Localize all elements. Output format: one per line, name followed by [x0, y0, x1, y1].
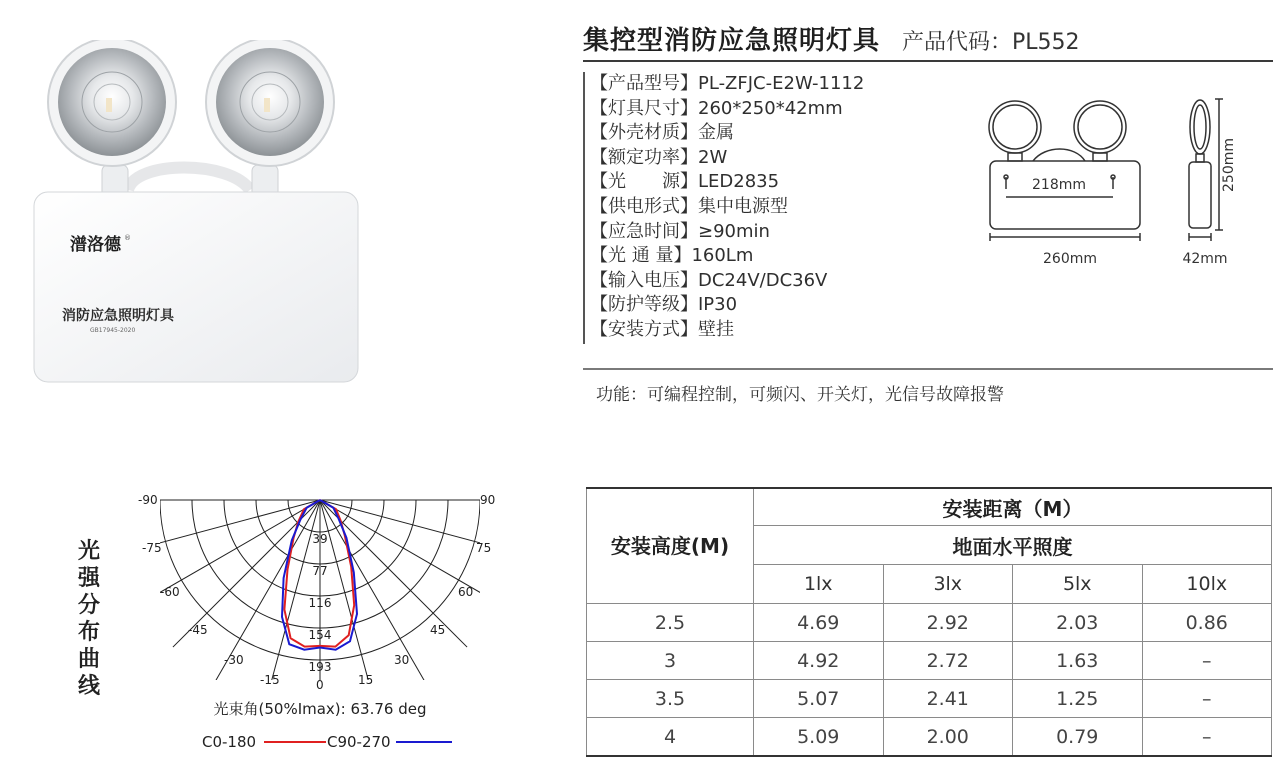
beam-angle-text: 光束角(50%Imax): 63.76 deg [213, 700, 427, 718]
radial-label: 39 [312, 532, 328, 546]
angle-label: -15 [260, 673, 280, 687]
spec-label: 【产品型号】 [590, 73, 698, 94]
column-header: 3lx [883, 565, 1013, 604]
spec-value: ≥90min [698, 220, 770, 242]
spec-item [590, 244, 864, 269]
spec-label: 【光 通 量】 [590, 245, 692, 267]
table-cell: 2.41 [883, 680, 1013, 718]
spec-item [590, 121, 864, 146]
spec-item [590, 97, 864, 122]
function-description: 功能：可编程控制，可频闪、开关灯，光信号故障报警 [596, 385, 1004, 405]
table-cell: 2.03 [1013, 604, 1143, 642]
angle-label: 45 [430, 623, 446, 637]
standard-label: GB17945-2020 [90, 327, 136, 334]
polar-labels [138, 493, 495, 692]
product-code-label: 产品代码： [902, 30, 1013, 55]
column-header: 1lx [754, 565, 884, 604]
legend-c0-label: C0-180 [202, 733, 257, 751]
brand-logo: 潽洛德 [70, 235, 121, 255]
spec-label: 【额定功率】 [590, 146, 698, 168]
spec-label: 【灯具尺寸】 [590, 97, 698, 119]
angle-label: 75 [476, 541, 492, 555]
angle-label: -45 [188, 623, 208, 637]
header [583, 20, 1080, 57]
angle-label: 0 [316, 678, 324, 692]
spec-item [590, 72, 864, 97]
registered-mark: ® [124, 234, 131, 242]
table-row [587, 680, 1272, 718]
spec-value: IP30 [698, 294, 738, 316]
radial-label: 154 [308, 628, 332, 642]
sub-header: 地面水平照度 [754, 526, 1272, 565]
spec-left-border [583, 72, 585, 344]
radial-label: 116 [308, 596, 332, 610]
column-header: 5lx [1013, 565, 1143, 604]
table-row [587, 718, 1272, 757]
row-height-cell: 4 [587, 718, 754, 757]
spec-label: 【光 源】 [590, 171, 698, 193]
polar-heading: 光强分布曲线 [78, 539, 101, 699]
spec-value: 壁挂 [698, 318, 734, 340]
column-header: 10lx [1142, 565, 1272, 604]
row-height-cell: 2.5 [587, 604, 754, 642]
radial-label: 77 [312, 564, 328, 578]
angle-label: -90 [138, 493, 158, 507]
dim-height: 250mm [1221, 138, 1237, 192]
spec-item [590, 318, 864, 343]
spec-label: 【供电形式】 [590, 195, 698, 217]
spec-label: 【安装方式】 [590, 318, 698, 340]
spec-value: 金属 [698, 122, 734, 144]
table-cell: 0.86 [1142, 604, 1272, 642]
angle-label: -60 [160, 585, 180, 599]
table-row [587, 604, 1272, 642]
table-cell: 0.79 [1013, 718, 1143, 757]
table-cell: 4.69 [754, 604, 884, 642]
spec-label: 【外壳材质】 [590, 122, 698, 144]
table-cell: – [1142, 642, 1272, 680]
angle-label: -30 [224, 653, 244, 667]
spec-value: PL-ZFJC-E2W-1112 [698, 73, 865, 94]
spec-list [590, 72, 864, 343]
spec-value: 160Lm [691, 245, 754, 267]
spec-value: 260*250*42mm [698, 97, 843, 119]
angle-label: 60 [458, 585, 474, 599]
table-cell: – [1142, 680, 1272, 718]
section-divider [583, 368, 1273, 370]
dim-width: 260mm [1043, 251, 1097, 267]
product-code-value: PL552 [1012, 30, 1080, 55]
spec-value: DC24V/DC36V [698, 269, 828, 291]
polar-diagram [130, 484, 510, 754]
row-height-cell: 3 [587, 642, 754, 680]
table-cell: 2.92 [883, 604, 1013, 642]
table-row [587, 642, 1272, 680]
angle-label: 90 [480, 493, 496, 507]
dim-inner-width: 218mm [1032, 177, 1086, 193]
spec-value: LED2835 [698, 171, 780, 193]
spec-item [590, 195, 864, 220]
dim-depth: 42mm [1182, 251, 1228, 267]
spec-value: 2W [698, 146, 728, 168]
table-cell: 5.07 [754, 680, 884, 718]
table-cell: 1.25 [1013, 680, 1143, 718]
illuminance-table [586, 487, 1272, 757]
title-divider [583, 60, 1273, 62]
table-cell: 1.63 [1013, 642, 1143, 680]
spec-item [590, 269, 864, 294]
table-cell: 5.09 [754, 718, 884, 757]
angle-label: 15 [358, 673, 374, 687]
spec-label: 【输入电压】 [590, 269, 698, 291]
table-cell: 2.72 [883, 642, 1013, 680]
dimension-drawing [975, 85, 1245, 275]
row-height-cell: 3.5 [587, 680, 754, 718]
spec-item [590, 146, 864, 171]
page-title: 集控型消防应急照明灯具 [583, 26, 881, 56]
spec-item [590, 293, 864, 318]
table-cell: 4.92 [754, 642, 884, 680]
legend-c90-label: C90-270 [327, 733, 391, 751]
spec-value: 集中电源型 [698, 195, 788, 217]
spec-label: 【防护等级】 [590, 294, 698, 316]
product-label: 消防应急照明灯具 [62, 308, 174, 324]
table-cell: 2.00 [883, 718, 1013, 757]
radial-label: 193 [308, 660, 332, 674]
corner-header: 安装高度(M) [587, 488, 754, 604]
product-photo [20, 40, 370, 390]
angle-label: 30 [394, 653, 410, 667]
angle-label: -75 [142, 541, 162, 555]
spec-item [590, 170, 864, 195]
spec-item [590, 220, 864, 245]
spec-label: 【应急时间】 [590, 220, 698, 242]
group-header: 安装距离（M） [754, 488, 1272, 526]
table-cell: – [1142, 718, 1272, 757]
